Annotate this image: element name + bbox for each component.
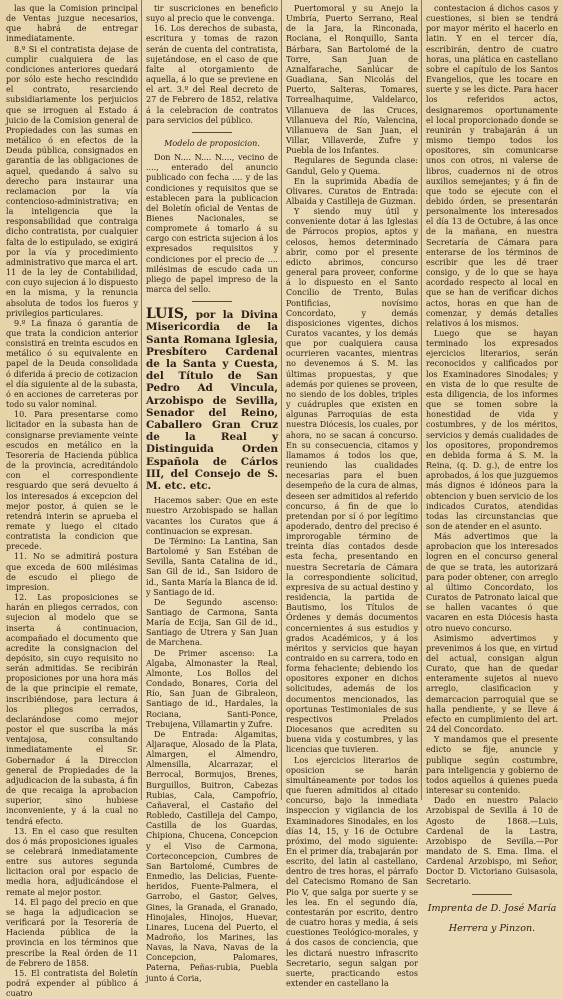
paragraph: contestacion á dichos casos y cuestiones, si bien se tendrá por mayor mérito el hacerlo en latin. Y en el tercer día, escribirán, dentro de cuatro horas, una plática en castellano sobre el capítulo de los Santos Evangelios, que les tocare en suerte y se les dicte. Para hacer los referidos actos, designaremos oportunamente el local proporcionado donde se reunirán y trabajarán á un mismo tiempo todos los opositores, sin comunicarse unos con otros, ni valerse de libros, cuadernos ni de otros auxilios semejantes; y á fin de que todo se ejecute con el debido órden, se presentarán personalmente los interesados el día 13 de Octubre, á las once de la mañana, en nuestra Secretaría de Cámara para enterarse de los términos de escribir que les dé traer consigo, y de lo que se haya acordado respecto al local en que se han de verificar dichos actos, horas en que han de comenzar, y demás detalles relativos á los mismos.	[426, 4, 558, 328]
paragraph: Asimismo advertimos y prevenimos á los que, en virtud del actual, consigan algun Curato, que han de quedar enteramente sujetos al nuevo arreglo, clasificacion y demarcacion parroquial que se halla pendiente, y se lleve á efecto en cumplimiento del art. 24 del Concordato.	[426, 633, 558, 735]
paragraph: De Entrada: Algamitas, Aljaraque, Alosado de la Plata, Almargen, el Almendro, Almensilla, Alcarrazar, el Berrocal, Bormujos, Brenes, Burguillos, Buitron, Cabezas Rubias, Cala, Campofrío, Cañaveral, el Castaño del Robledo, Castilleja del Campo, Castilla de los Guardas, Chipiona, Chucena, Concepcion y el Viso de Carmona, Corteconcepcion, Cumbres de San Bartolomé, Cumbres de Enmedio, las Delicias, Fuente-heridos, Fuente-Palmera, el Garrobo, el Gastor, Gelves, Gines, la Granada, el Granado, Hinojales, Hinojos, Huevar, Linares, Lucena del Puerto, el Madroño, los Marines, las Navas, la Nava, Navas de la Concepcion, Palomares, Paterna, Peñas-rubia, Puebla junto á Coria,	[146, 729, 278, 983]
paragraph: En la suprimida Abadía de Olivares. Curatos de Entrada: Albaida y Castilleja de Guzman.	[286, 176, 418, 206]
edict-heading-titles: por la Divina Misericordia de la Santa Romana Iglesia, Presbítero Cardenal de la Santa y Cuesta, del Título de San Pedro Ad Vincula, Arzobispo de Sevilla, Senador del Reino, Caballero Gran Cruz de la Real y Distinguida Orden Española de Cárlos III, del Consejo de S. M. etc. etc.	[146, 309, 278, 493]
paragraph: 16. Los derechos de subasta, escritura y tomas de razon serán de cuenta del contratista, sujetándose, en el caso de que falte al otorgamiento de aquella, á lo que se previene en el art. 3.º del Real decreto de 27 de Febrero de 1852, relativa á la celebracion de contratos para servicios del público.	[146, 24, 278, 125]
edict-heading-name: LUIS,	[146, 306, 189, 323]
column-rule	[421, 0, 422, 800]
paragraph: 10. Para presentarse como licitador en la subasta han de consignarse previamente veinte escudos en metálico en la Tesorería de Hacienda pública de la provincia, acreditándolo con el correspondiente resguardo que será devuelto á los interesados á excepcion del mejor postor, á quien se le retendrá interin se aprueba el remate y luego el citado contratista la condicion que precede.	[6, 410, 138, 552]
column-rule	[141, 0, 142, 800]
paragraph: Hacemos saber: Que en este nuestro Arzobispado se hallan vacantes los Curatos que á continuacion se expresan.	[146, 496, 278, 536]
paragraph: Regulares de Segunda clase: Gandul, Gelo y Quema.	[286, 156, 418, 176]
paragraph: 13. En el caso que resulten dos ó más proposiciones iguales se celebrará inmediatamente entre sus autores segunda licitacion oral por espacio de media hora, adjudicándose el remate al mejor postor.	[6, 826, 138, 897]
model-title: Modelo de proposicion.	[164, 138, 260, 148]
divider	[192, 132, 232, 133]
paragraph: las que la Comision principal de Ventas juzgue necesarios, que habrá de entregar inmediatamente.	[6, 4, 138, 44]
paragraph: 12. Las proposiciones se harán en pliegos cerrados, con sujecion al modelo que se inserta á continuacion, acompañado el documento que acredite la consignacion del depósito, sin cuyo requisito no serán admitidas. Se recibirán proposiciones por una hora más de la que principie el remate, inscribiéndose, para lectura á los pliegos cerrados, declarándose como mejor postor el que suscriba la más ventajosa, consultando inmediatamente el Sr. Gobernador á la Direccion general de Propiedades de la adjudicacion de la subasta, á fin de que recaiga la aprobacion superior, sino hubiese inconveniente, y á la cual no tendrá efecto.	[6, 593, 138, 826]
paragraph: De Término: La Lantina, San Bartolomé y San Estéban de Sevilla, Santa Catalina de id., San Gil de id., San Isidoro de id., Santa María la Blanca de id. y Santiago de id.	[146, 536, 278, 597]
paragraph: Los ejercicios literarios de oposicion se harán simultáneamente por todos los que fueren admitidos al citado concurso, bajo la inmediata inspeccion y vigilancia de los Examinadores Sinodales, en los días 14, 15, y 16 de Octubre próximo, del modo siguiente: En el primer día, trabajarán por escrito, del latin al castellano, dentro de tres horas, el párrafo del Catecismo Romano de San Pio V, que salga por suerte y se les lea. En el segundo día, contestarán por escrito, dentro de cuatro horas y media, á seis cuestiones Teológico-morales, y á dos casos de conciencia, que les dictará nuestro infrascrito Secretario, segun salgan por suerte, practicando estos extender en castellano la	[286, 755, 418, 988]
paragraph: 9.º La finaza ó garantía de que trata la condicion anterior consistirá en treinta escudos en metálico ó su equivalente en papel de la Deuda consolidada ó diferida á precio de cotizacion el día siguiente al de la subasta, ó en acciones de carreteras por todo su valor nominal.	[6, 318, 138, 410]
edict-heading	[146, 308, 278, 492]
paragraph: 15. El contratista del Boletín podrá expender al público á cuatro	[6, 968, 138, 999]
paragraph: De Primer ascenso: La Algaba, Almonaster la Real, Almonte, Los Bollos del Condado, Bonares, Coria del Río, San Juan de Gibraleon, Santiago de id., Hardales, la Rociana, Santi-Ponce, Trebujena, Villamartin y Zufre.	[146, 648, 278, 729]
paragraph: Y siendo muy útil y conveniente dotar á las Iglesias de Párrocos propios, aptos y celosos, hemos determinado abrir, como por el presente edicto abrimos, concurso general para proveer, conforme á lo dispuesto en el Santo Concilio de Trento, Bulas Pontificias, novísimo Concordato, y demás disposiciones vigentes, dichos Curatos vacantes, y los demás que por cualquiera causa ocurrieren vacantes, mientras no devenemos á S. M. las últimas propuestas, y que además por quienes se proveen, no siendo de los dobles, triples y cuádruples que existen en algunas Parroquias de esta nuestra Diócesis, los cuales, por ahora, no se sacan á concurso. En su consecuencia, citamos y llamamos á todos los que, reuniendo las cualidades necesarias para el buen desempeño de la cura de almas, deseen ser admitidos al referido concurso, á fin de que lo pretendan por sí ó por legítimo apoderado, dentro del preciso é improrogable término de treinta días contados desde esta fecha, presentando en nuestra Secretaría de Cámara la correspondiente solicitud, expresiva de su actual destino y residencia, la partida de Bautismo, los Títulos de Órdenes y demás documentos concernientes á sus estudios y grados Académicos, y á los méritos y servicios que hayan contraido en su carrera, todo en forma fehaciente; debiendo los opositores exponer en dichos solicitudes, además de los documentos mencionados, las oportunas Testimoniales de sus respectivos Prelados Diocesanos que acrediten su buena vida y costumbres, y las licencias que tuvieren.	[286, 207, 419, 755]
imprint-line-1: Imprenta de D. José María	[427, 902, 557, 914]
column-2	[146, 4, 278, 983]
paragraph: Luego que se hayan terminado los expresados ejercicios literarios, serán reconocidos y calificados por los Examinadores Sinodales; y en vista de lo que resulte de esta diligencia, de los informes que se tomen sobre la honestidad de vida y costumbres, y de los méritos, servicios y demás cualidades de los opositores, propondremos en debida forma á S. M. la Reina, (q. D. g.), de entre los aprobados, á los que juzguemos más dignos é idóneos para la obtencion y buen servicio de los indicados Curatos, atendidas todas las circunstancias que son de atender en el asunto.	[426, 329, 558, 531]
column-1	[6, 4, 138, 999]
column-4	[426, 4, 558, 934]
paragraph: 14. El pago del precio en que se haga la adjudicacion se verificará por la Tesorería de Hacienda pública de la provincia en los términos que prescribe la Real órden de 11 de Febrero de 1858.	[6, 897, 138, 968]
paragraph: 8.º Si el contratista dejase de cumplir cualquiera de las condiciones anteriores quedará por sólo este hecho rescindido el contrato, resarciendo subsidiariamente los perjuicios que se irroguen al Estado á juicio de la Comision general de Propiedades con las sumas en metálico ó en efectos de la Deuda pública, consignados en garantía de las obligaciones de aquel, quedando á salvo su derecho para instaurar una reclamacion por la vía contencioso-administrativa; en la inteligencia que la responsabilidad que contraiga dicho contratista, por cualquier falta de lo estipulado, se exigirá por la vía y procedimiento administrativo que marca el art. 11 de la ley de Contabilidad, con cuyo sujecion á lo dispuesto en la misma, y la renuncia absoluta de todos los fueros y privilegios particulares.	[6, 44, 138, 318]
model-text: Don N.... N.... N...., vecino de ...., enterado del anuncio publicado con fecha .... y de las condiciones y requisitos que se establecen para la publicacion del Boletín oficial de Ventas de Bienes Nacionales, se compromete á tomarlo á su cargo con estricta sujecion á los expresados requisitos y condiciones por el precio de .... milésimas de escudo cada un pliego de papel impreso de la marca del sello.	[146, 153, 278, 295]
paragraph: De Segundo ascenso: Santiago de Carmona, Santa María de Ecija, San Gil de id., Santiago de Utrera y San Juan de Marchena.	[146, 597, 278, 648]
column-rule	[281, 0, 282, 800]
imprint-line-2: Herrera y Pinzon.	[448, 922, 536, 934]
column-3	[286, 4, 419, 988]
paragraph: tir suscriciones en beneficio suyo al precio que le convenga.	[146, 4, 278, 24]
paragraph: 11. No se admitirá postura que exceda de 600 milésimas de escudo el pliego de impresion.	[6, 552, 138, 592]
paragraph: Y mandamos que el presente edicto se fije, anuncie y publique según costumbre, para inteligencia y gobierno de todos aquellos á quienes pueda interesar su contenido.	[426, 735, 558, 796]
paragraph: Más advertimos que la aprobacion que los interesados logren en el concurso general de que se trata, les autorizará para poder obtener, con arreglo al último Concordato, los Curatos de Patronato laical que se hallen vacantes ó que vacaren en esta Diócesis hasta otro nuevo concurso.	[426, 532, 558, 633]
divider	[192, 301, 232, 302]
paragraph: Puertomoral y su Anejo la Umbría, Puerto Serrano, Real de la Jara, la Rinconada, Rociana, el Ronquillo, Santa Bárbara, San Bartolomé de la Torre, San Juan de Aznalfarache, Sanlúcar de Guadiana, San Nicolás del Puerto, Salteras, Tomares, Torrealhaquime, Valdelarco, Villanueva de las Cruces, Villanueva del Río, Valencina, Villanueva de San Juan, el Villar, Villaverde, Zufre y Puebla de los Infantes.	[286, 4, 418, 156]
paragraph: Dado en nuestro Palacio Arzobispal de Sevilla á 10 de Agosto de 1868.—Luis, Cardenal de la Lastra, Arzobispo de Sevilla.—Por mandato de S. Ema. Ilma. el Cardenal Arzobispo, mi Señor, Doctor D. Victoriano Guisasola, Secretario.	[426, 796, 558, 887]
divider	[472, 894, 512, 895]
